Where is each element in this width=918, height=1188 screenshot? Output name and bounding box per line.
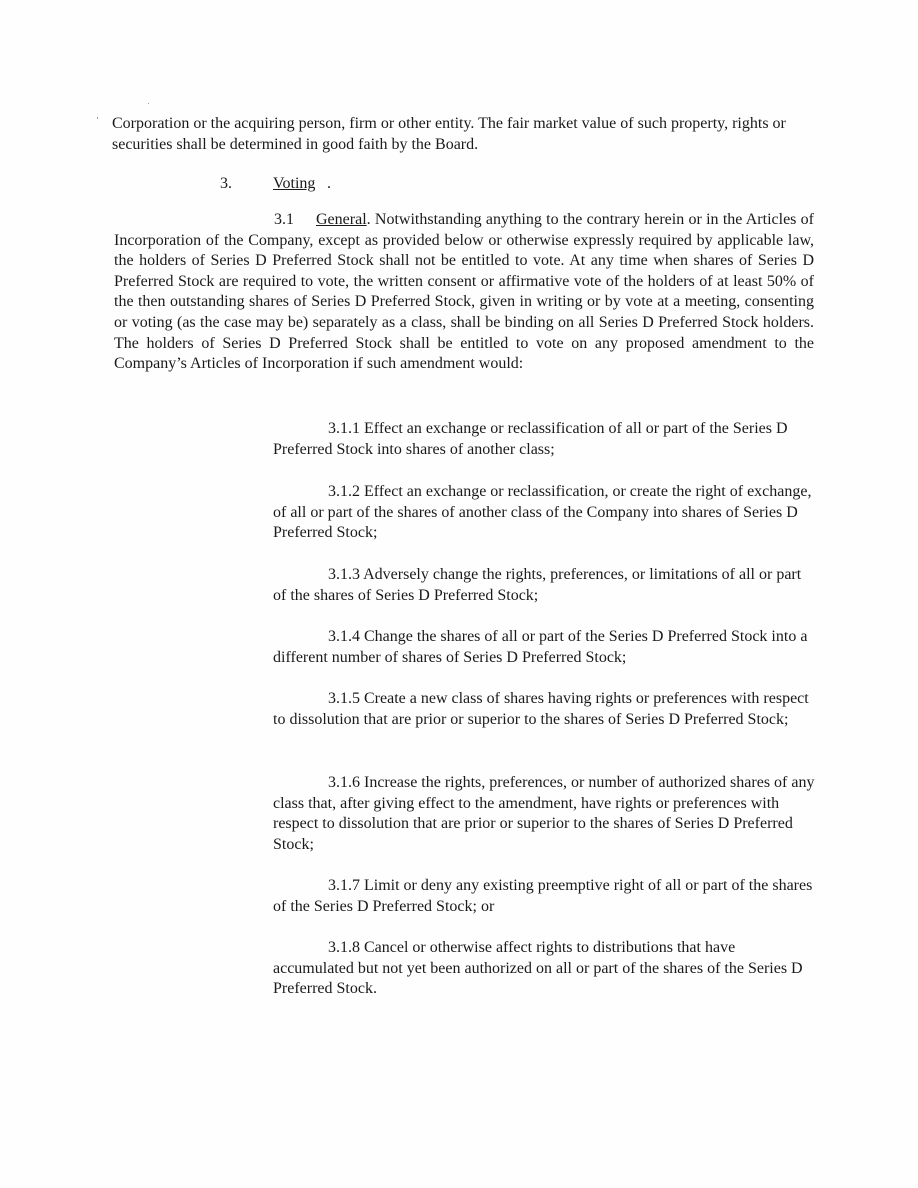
list-item-3-1-7: 3.1.7 Limit or deny any existing preemptive right of all or part of the shares of the Series D Preferred Stock; or — [273, 877, 813, 915]
list-item-3-1-3: 3.1.3 Adversely change the rights, preferences, or limitations of all or part of the shares of Series D Preferred Stock; — [273, 566, 802, 604]
section-title-period: . — [327, 175, 331, 192]
list-item-3-1-4: 3.1.4 Change the shares of all or part of the Series D Preferred Stock into a different number of shares of Series D Preferred Stock; — [273, 628, 808, 666]
subsection-general-paragraph: 3.1 General. Notwithstanding anything to the contrary herein or in the Articles of Incorporation of the Company, except as provided below or otherwise expressly required by applicable law, the holders of Series D Preferred Stock shall not be entitled to vote. At any time when shares of Series D Preferred Stock are required to vote, the written consent or affirmative vote of the holders of at least 50% of the then outstanding shares of Series D Preferred Stock, given in writing or by vote at a meeting, consenting or voting (as the case may be) separately as a class, shall be binding on all Series D Preferred Stock holders. The holders of Series D Preferred Stock shall be entitled to vote on any proposed amendment to the Company’s Articles of Incorporation if such amendment would: — [114, 211, 815, 373]
list-item-3-1-8: 3.1.8 Cancel or otherwise affect rights to distributions that have accumulated but not yet been authorized on all or part of the shares of the Series D Preferred Stock. — [273, 939, 803, 997]
scan-speck — [97, 117, 98, 119]
subsection-number: 3.1 — [274, 211, 294, 228]
list-item-3-1-6: 3.1.6 Increase the rights, preferences, or number of authorized shares of any class that, after giving effect to the amendment, have rights or preferences with respect to dissolution that are prior or superior to the shares of Series D Preferred Stock; — [273, 774, 815, 853]
section-number: 3. — [220, 175, 232, 192]
section-title — [273, 174, 315, 194]
list-item-3-1-5: 3.1.5 Create a new class of shares having rights or preferences with respect to dissolution that are prior or superior to the shares of Series D Preferred Stock; — [273, 690, 809, 728]
subsection-body: Notwithstanding anything to the contrary herein or in the Articles of Incorporation of the Company, except as provided below or otherwise expressly required by applicable law, the holders of Series D Preferred Stock shall not be entitled to vote. At any time when shares of Series D Preferred Stock are required to vote, the written consent or affirmative vote of the holders of at least 50% of the then outstanding shares of Series D Preferred Stock, given in writing or by vote at a meeting, consenting or voting (as the case may be) separately as a class, shall be binding on all Series D Preferred Stock holders. The holders of Series D Preferred Stock shall be entitled to vote on any proposed amendment to the Company’s Articles of Incorporation if such amendment would: — [114, 211, 815, 373]
subsection-title: General — [316, 211, 367, 228]
continuation-paragraph: Corporation or the acquiring person, firm or other entity. The fair market value of such property, rights or securities shall be determined in good faith by the Board. — [112, 115, 786, 153]
list-item-3-1-2: 3.1.2 Effect an exchange or reclassification, or create the right of exchange, of all or part of the shares of another class of the Company into shares of Series D Preferred Stock; — [273, 483, 812, 541]
section-title-text: Voting — [273, 175, 316, 192]
scan-speck — [148, 103, 149, 104]
list-item-3-1-1: 3.1.1 Effect an exchange or reclassification of all or part of the Series D Preferred Stock into shares of another class; — [273, 420, 788, 458]
